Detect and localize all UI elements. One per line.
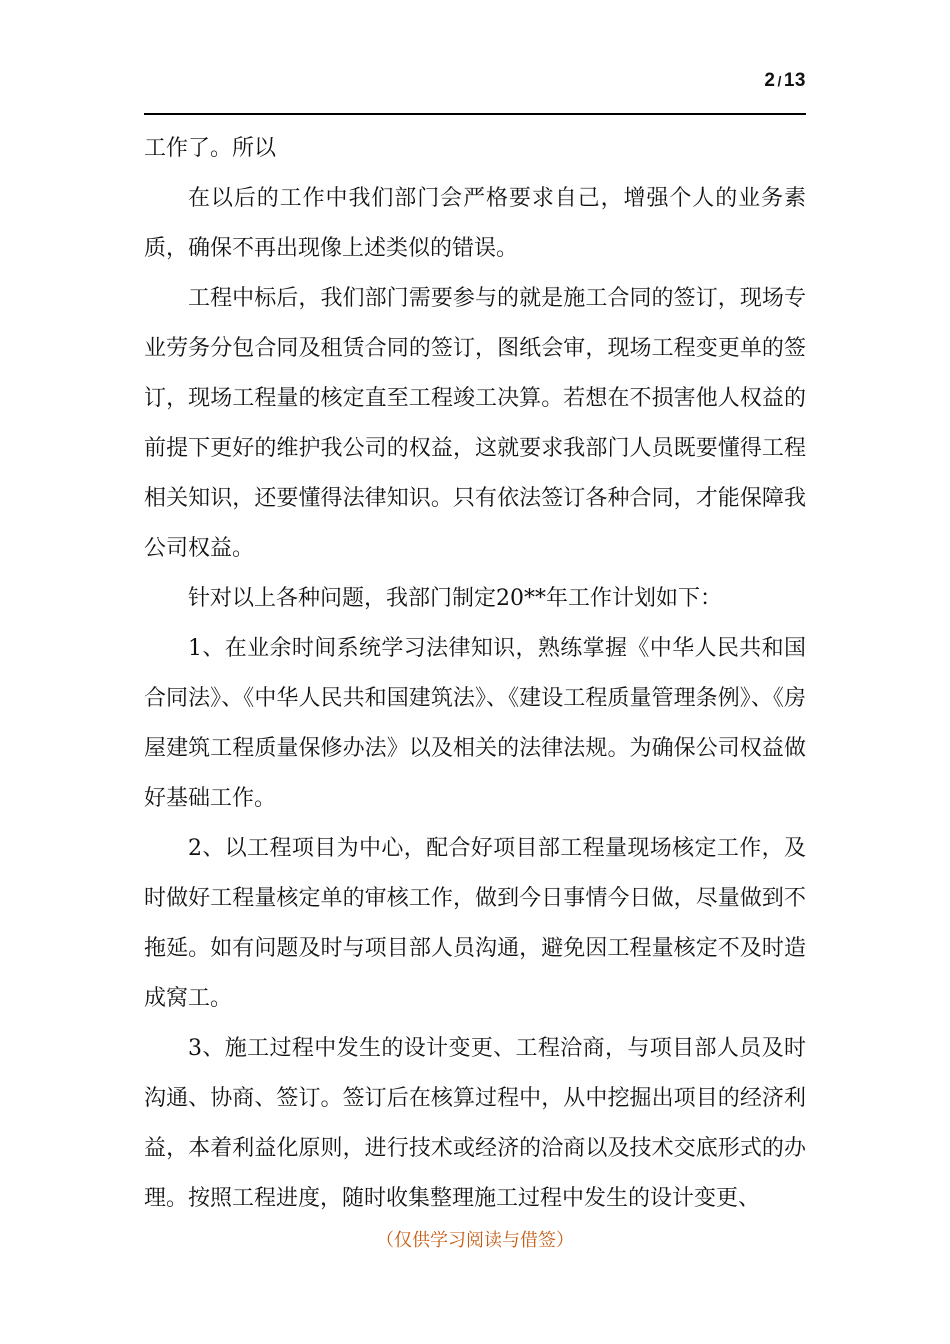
page-separator: / <box>777 73 782 89</box>
page-total: 13 <box>783 70 806 91</box>
paragraph: 在以后的工作中我们部门会严格要求自己，增强个人的业务素质，确保不再出现像上述类似的错误。 <box>144 186 806 261</box>
list-item-1: 1、在业余时间系统学习法律知识，熟练掌握《中华人民共和国合同法》、《中华人民共和国建筑法》、《建设工程质量管理条例》、《房屋建筑工程质量保修办法》以及相关的法律法规。为确保公司权益做好基础工作。 <box>144 636 806 811</box>
paragraph: 工程中标后，我们部门需要参与的就是施工合同的签订，现场专业劳务分包合同及租赁合同的签订，图纸会审，现场工程变更单的签订，现场工程量的核定直至工程竣工决算。若想在不损害他人权益的前提下更好的维护我公司的权益，这就要求我部门人员既要懂得工程相关知识，还要懂得法律知识。只有依法签订各种合同，才能保障我公司权益。 <box>144 286 806 561</box>
paragraph: 针对以上各种问题，我部门制定20**年工作计划如下： <box>188 586 722 611</box>
header-divider <box>144 113 806 115</box>
list-item-2: 2、以工程项目为中心，配合好项目部工程量现场核定工作，及时做好工程量核定单的审核工作，做到今日事情今日做，尽量做到不拖延。如有问题及时与项目部人员沟通，避免因工程量核定不及时造成窝工。 <box>144 836 806 1011</box>
paragraph-continuation: 工作了。所以 <box>144 136 277 161</box>
list-item-3: 3、施工过程中发生的设计变更、工程洽商，与项目部人员及时沟通、协商、签订。签订后在核算过程中，从中挖掘出项目的经济利益，本着利益化原则，进行技术或经济的洽商以及技术交底形式的办理。按照工程进度，随时收集整理施工过程中发生的设计变更、 <box>144 1036 806 1211</box>
footer-note: （仅供学习阅读与借签） <box>376 1230 574 1251</box>
page-current: 2 <box>764 70 776 91</box>
page-number <box>764 70 806 92</box>
document-body <box>144 124 806 1224</box>
